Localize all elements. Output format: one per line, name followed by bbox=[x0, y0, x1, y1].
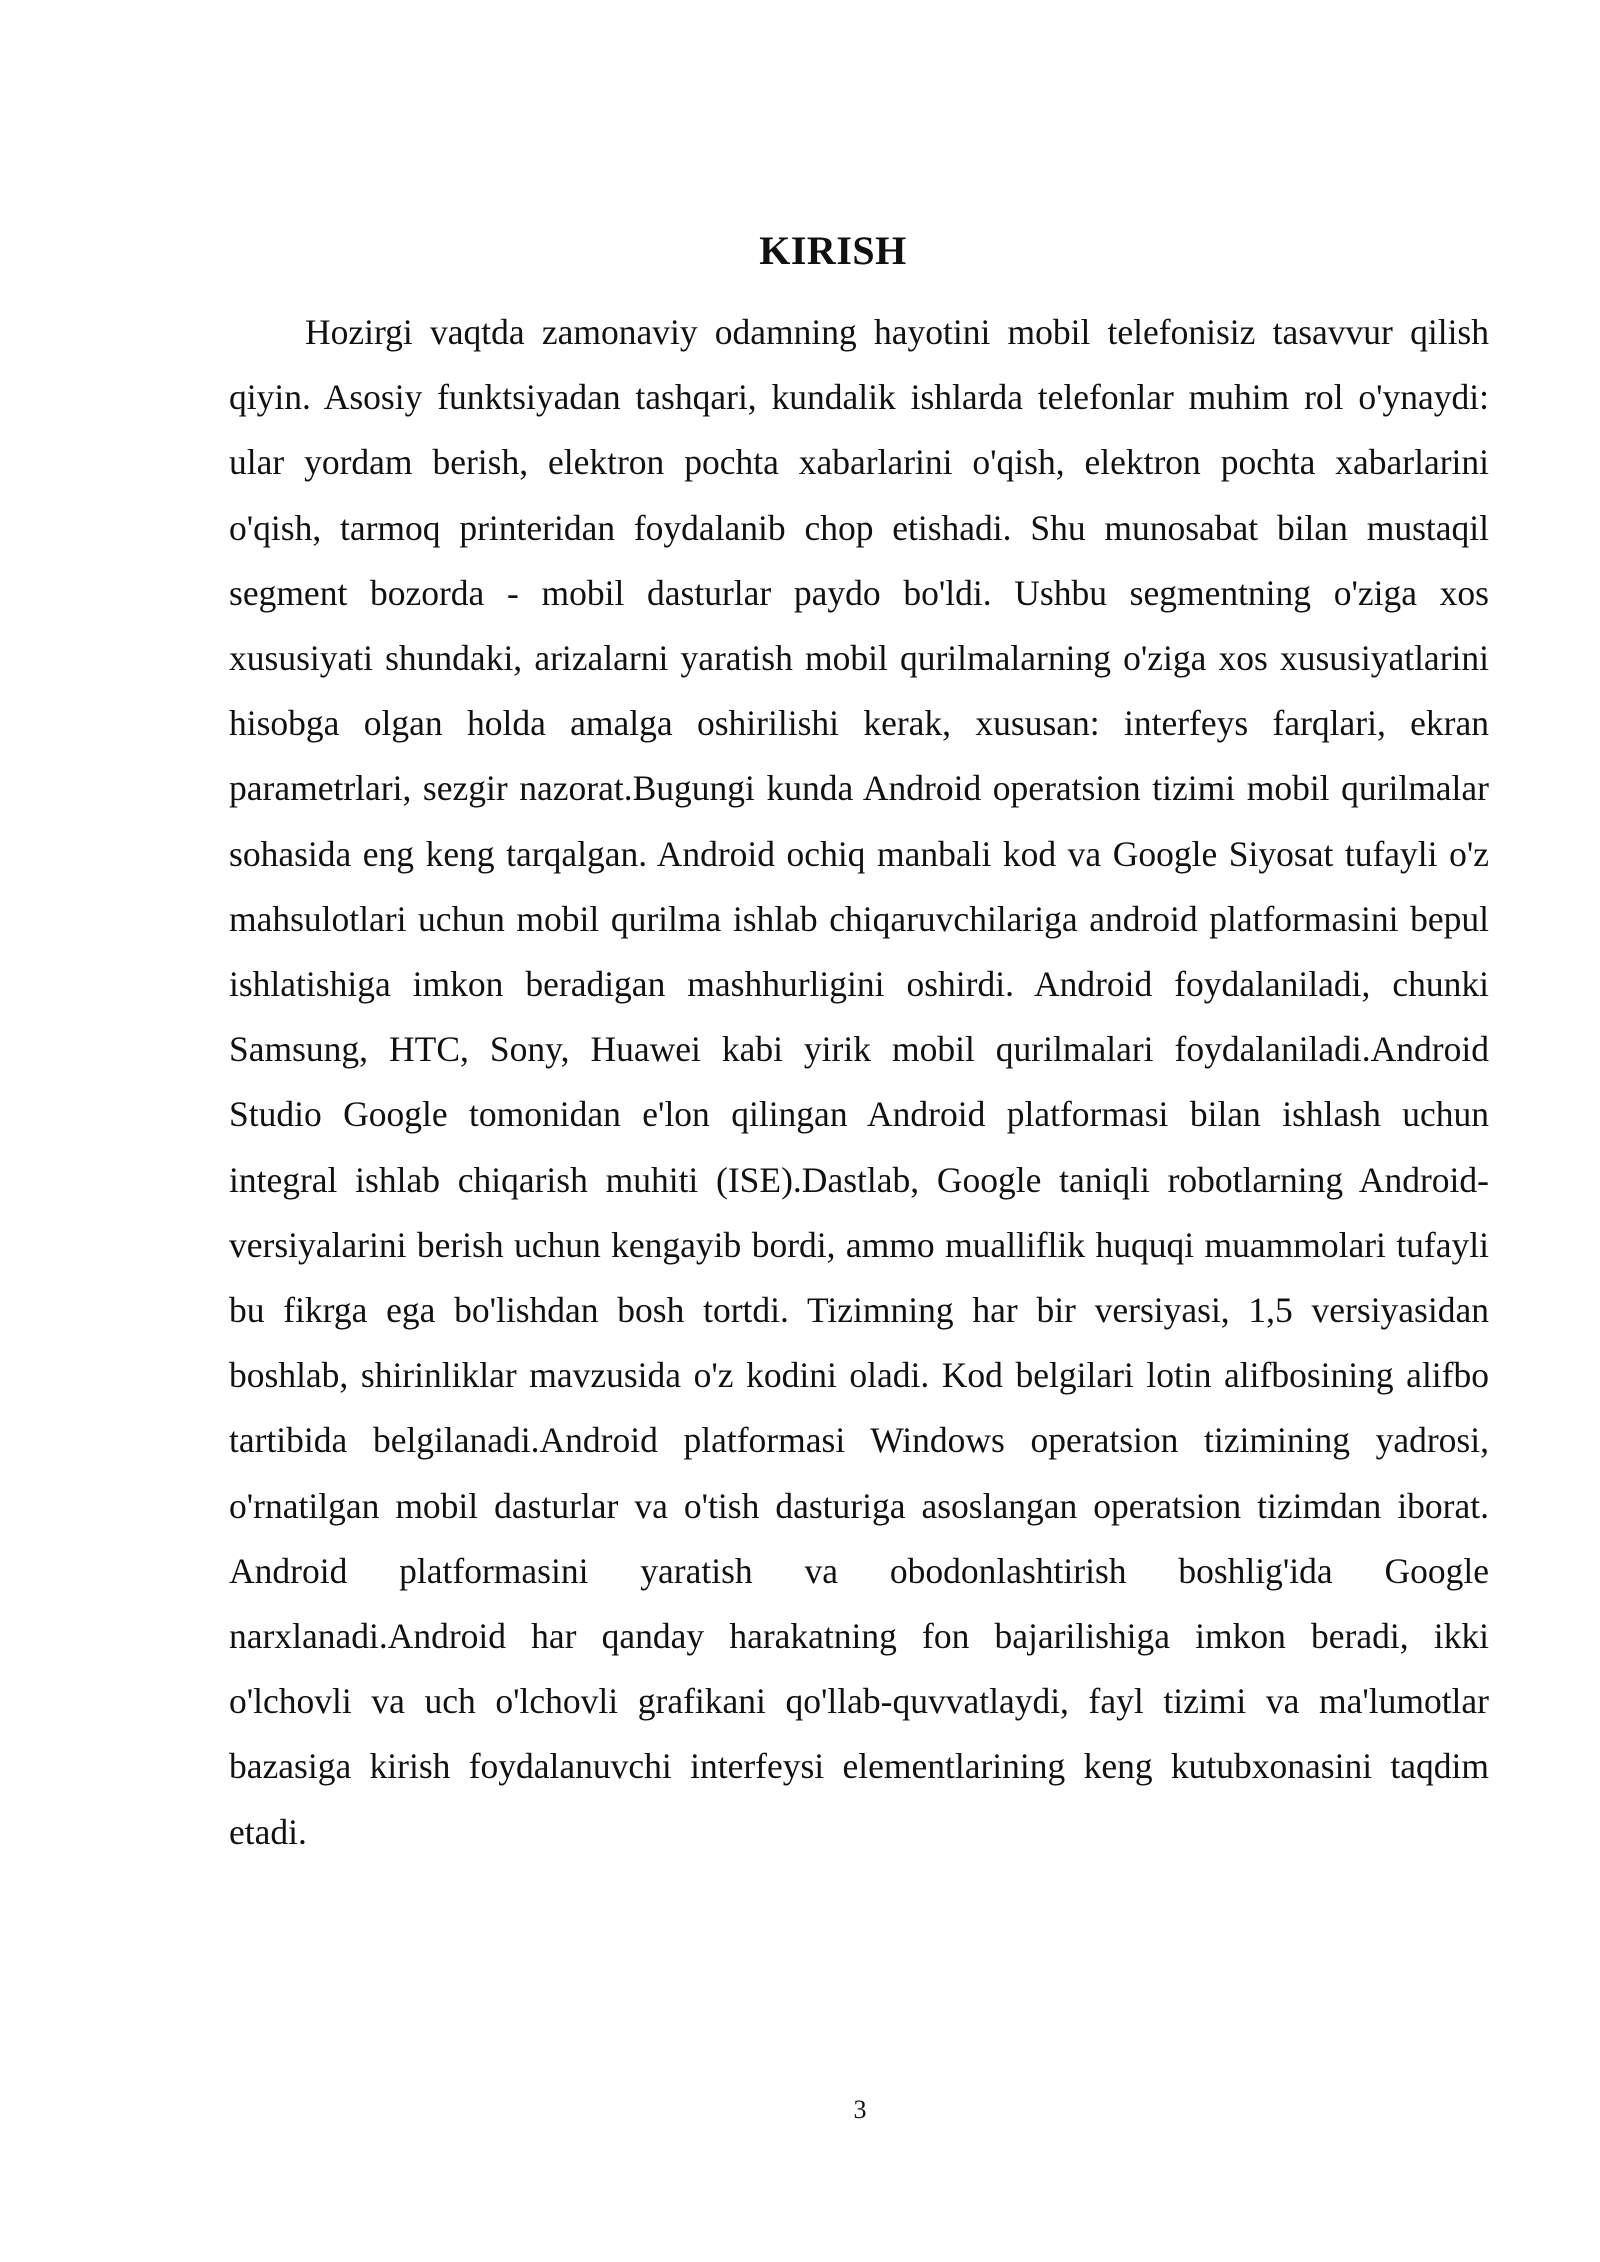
body-paragraph: Hozirgi vaqtda zamonaviy odamning hayotini mobil telefonisiz tasavvur qilish qiyin. Asosiy funktsiyadan tashqari, kundalik ishlarda telefonlar muhim rol o'ynaydi: ular yordam berish, elektron pochta xabarlarini o'qish, elektron pochta xabarlarini o'qish, tarmoq printeridan foydalanib chop etishadi. Shu munosabat bilan mustaqil segment bozorda - mobil dasturlar paydo bo'ldi. Ushbu segmentning o'ziga xos xususiyati shundaki, arizalarni yaratish mobil qurilmalarning o'ziga xos xususiyatlarini hisobga olgan holda amalga oshirilishi kerak, xususan: interfeys farqlari, ekran parametrlari, sezgir nazorat.Bugungi kunda Android operatsion tizimi mobil qurilmalar sohasida eng keng tarqalgan. Android ochiq manbali kod va Google Siyosat tufayli o'z mahsulotlari uchun mobil qurilma ishlab chiqaruvchilariga android platformasini bepul ishlatishiga imkon beradigan mashhurligini oshirdi. Android foydalaniladi, chunki Samsung, HTC, Sony, Huawei kabi yirik mobil qurilmalari foydalaniladi.Android Studio Google tomonidan e'lon qilingan Android platformasi bilan ishlash uchun integral ishlab chiqarish muhiti (ISE).Dastlab, Google taniqli robotlarning Android-versiyalarini berish uchun kengayib bordi, ammo mualliflik huquqi muammolari tufayli bu fikrga ega bo'lishdan bosh tortdi. Tizimning har bir versiyasi, 1,5 versiyasidan boshlab, shirinliklar mavzusida o'z kodini oladi. Kod belgilari lotin alifbosining alifbo tartibida belgilanadi.Android platformasi Windows operatsion tizimining yadrosi, o'rnatilgan mobil dasturlar va o'tish dasturiga asoslangan operatsion tizimdan iborat. Android platformasini yaratish va obodonlashtirish boshlig'ida Google narxlanadi.Android har qanday harakatning fon bajarilishiga imkon beradi, ikki o'lchovli va uch o'lchovli grafikani qo'llab-quvvatlaydi, fayl tizimi va ma'lumotlar bazasiga kirish foydalanuvchi interfeysi elementlarining keng kutubxonasini taqdim etadi. bbox=[229, 312, 1489, 1852]
page-title: KIRISH bbox=[759, 227, 907, 273]
page-number: 3 bbox=[853, 2095, 867, 2124]
